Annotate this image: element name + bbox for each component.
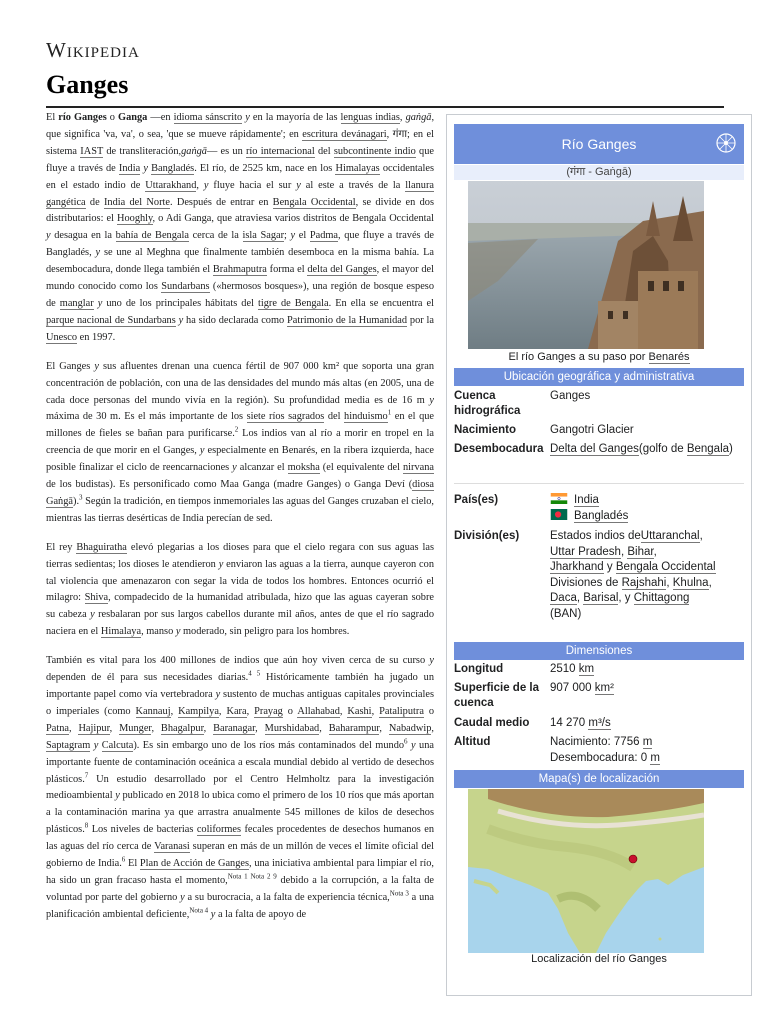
article-link[interactable]: delta del Ganges [307, 264, 377, 276]
title-divider [46, 106, 724, 108]
article-link[interactable]: Allahabad [297, 705, 340, 717]
reference-link[interactable]: Nota 3 [389, 889, 409, 898]
article-link[interactable]: Patna [46, 722, 69, 734]
infobox-title [454, 124, 744, 164]
article-link[interactable]: Kara [226, 705, 247, 717]
article-link[interactable]: Prayag [254, 705, 283, 717]
article-link[interactable]: Bengala Occidental [272, 196, 356, 208]
page-title: Ganges [46, 70, 129, 99]
india-link[interactable]: India [574, 494, 599, 506]
reference-link[interactable]: 4 5 [248, 669, 261, 678]
article-link[interactable]: idioma sánscrito [173, 112, 243, 123]
article-link[interactable]: manglar [59, 297, 94, 309]
article-link[interactable]: India [118, 162, 141, 174]
uttaranchal-link[interactable]: Uttaranchal [640, 530, 700, 542]
benares-link[interactable]: Benarés [648, 351, 690, 363]
article-link[interactable]: nirvana [402, 462, 434, 474]
section-map-header: Mapa(s) de localización [454, 770, 744, 788]
article-link[interactable]: coliformes [196, 824, 242, 836]
article-link[interactable]: Bhaguiratha [76, 541, 127, 553]
article-link[interactable]: India del Norte [103, 196, 170, 208]
reference-link[interactable]: 7 [84, 771, 89, 780]
reference-link[interactable]: 8 [84, 821, 89, 830]
article-link[interactable]: Kannauj [135, 705, 171, 717]
article-link[interactable]: Saptagram [46, 739, 91, 751]
article-link[interactable]: Hooghly [117, 213, 153, 225]
paragraph-3: El rey Bhaguiratha elevó plegarias a los dioses para que el cielo regara con sus aguas las tierras sedientas; los dioses le atendieron y enviaron las aguas a la tierra, aunque cayeron con tal violencia que amenazaron con segar la vida de todos los hombres. Entonces ocurrió el milagro: Shiva, compadecido de la humanidad atribulada, hizo que las aguas cayeran sobre su cabeza y resbalaran por sus largos cabellos durante mil años, antes de que el río sagrado naciera en el Himalaya, manso y moderado, sin peligro para los hombres. [46, 541, 435, 638]
paragraph-2: El Ganges y sus afluentes drenan una cuenca fértil de 907 000 km² que soporta una gran concentración de población, con una de las densidades del mundo más altas (en 2005, una de cada doce personas del mundo vivía en la región). Su profundidad media es de 16 m y máxima de 30 m. Es el más importante de los siete ríos sagrados del hinduismo$^1$ en el que millones de fieles se bañan para purificarse.$^2$ Los indios van al río a morir en tropel en la creencia de que morir en el Ganges, y especialmente en Benarés, en la ribera izquierda, hace posible finalizar el ciclo de reencarnaciones y alcanzar el moksha (el equivalente del nirvana de los budistas). Es personificado como Maa Ganga (madre Ganges) o Ganga Deví (diosa Gaṅgā).$^3$ Según la tradición, en tiempos inmemoriales las aguas del Ganges cruzaban el cielo, mientras las tierras desérticas de India perecían de sed. [46, 360, 435, 524]
article-link[interactable]: Nabadwip [388, 722, 432, 734]
m3s-link[interactable]: m³/s [588, 717, 611, 729]
article-link[interactable]: Padma [309, 230, 339, 242]
bengala-occidental-link[interactable]: Bengala Occidental [615, 561, 716, 573]
jharkhand-link[interactable]: Jharkhand [550, 561, 604, 573]
paragraph-1: El río Ganges o Ganga —en idioma sánscrito y en la mayoría de las lenguas indias, gaṅgā, que significa 'va, va', o sea, 'que se mueve rápidamente'; en escritura devánagari, गंगा; en el sistema IAST de transliteración,gaṅgā— es un río internacional del subcontinente indio que fluye a través de India y Bangladés. El río, de 2525 km, nace en los Himalayas occidentales en el estado indio de Uttarakhand, y fluye hacia el sur y al este a través de la llanura gangética de India del Norte. Después de entrar en Bengala Occidental, se divide en dos distributarios: el Hooghly, o Adi Ganga, que atraviesa varios distritos de Bengala Occidental y desagua en la bahía de Bengala cerca de la isla Sagar; y el Padma, que fluye a través de Bangladés, y se une al Meghna que finalmente también desemboca en la misma bahía. La desembocadura, donde llega también el Brahmaputra forma el delta del Ganges, el mayor del mundo conocido como los Sundarbans («hermosos bosques»), una región de bosque espeso de manglar y uno de los principales hábitats del tigre de Bengala. En ella se encuentra el parque nacional de Sundarbans y ha sido declarada como Patrimonio de la Humanidad por la Unesco en 1997. [46, 112, 435, 343]
article-link[interactable]: río internacional [245, 145, 315, 157]
article-link[interactable]: Bangladés [151, 162, 195, 174]
uttar-pradesh-link[interactable]: Uttar Pradesh [550, 545, 621, 558]
wikipedia-wordmark[interactable]: Wikipedia [46, 38, 140, 62]
barisal-link[interactable]: Barisal [583, 592, 619, 604]
article-link[interactable]: tigre de Bengala [257, 297, 329, 309]
article-link[interactable]: Brahmaputra [212, 264, 267, 276]
reference-link[interactable]: 3 [79, 493, 83, 502]
article-link[interactable]: Munger [119, 722, 152, 734]
reference-link[interactable]: 6 [121, 855, 126, 864]
article-link[interactable]: Shiva [84, 592, 109, 604]
infobox-subtitle: (गंगा - Gaṅgā) [454, 165, 744, 180]
article-link[interactable]: Bhagalpur [160, 722, 204, 734]
chittagong-link[interactable]: Chittagong [633, 592, 690, 604]
photo-caption: El río Ganges a su paso por Benarés [508, 351, 690, 363]
bihar-link[interactable]: Bihar [627, 545, 654, 558]
bengala-link[interactable]: Bengala [686, 443, 730, 455]
article-link[interactable]: Himalaya [100, 626, 142, 638]
article-link[interactable]: Sundarbans [161, 281, 210, 293]
section-dimensions-header: Dimensiones [454, 642, 744, 660]
article-link[interactable]: Baharampur [328, 722, 380, 734]
m-link-1[interactable]: m [642, 736, 653, 748]
article-link[interactable]: isla Sagar [242, 230, 285, 242]
article-link[interactable]: Baranagar [213, 722, 256, 734]
india-flag-icon [550, 493, 568, 504]
infobox-title-text: Río Ganges [561, 136, 637, 152]
article-link[interactable]: IAST [80, 145, 104, 157]
paragraph-4: También es vital para los 400 millones de indios que aún hoy viven cerca de su curso y dependen de él para sus necesidades diarias.$^{4 5}$ Históricamente también ha jugado un importante papel como vía vertebradora y sustento de muchas antiguas capitales provinciales o imperiales (como Kannauj, Kampilya, Kara, Prayag o Allahabad, Kashi, Pataliputra o Patna, Hajipur, Munger, Bhagalpur, Baranagar, Murshidabad, Baharampur, Nabadwip, Saptagram y Calcuta). Es sin embargo uno de los ríos más contaminados del mundo$^6$ y una importante fuente de contaminación oceánica a escala mundial debido al vertido de desechos plásticos.$^7$ Un estudio desarrollado por el Centro Helmholtz para la investigación medioambiental y publicado en 2018 lo ubica como el primero de los 10 ríos que más aportan a la contaminación marina ya que arrastra anualmente 545 millones de kilos de desechos plásticos.$^8$ Los niveles de bacterias coliformes fecales procedentes de desechos humanos en las aguas del río cerca de Varanasi superan en más de un millón de veces el límite oficial del gobierno de India.$^6$ El Plan de Acción de Ganges, una iniciativa ambiental para limpiar el río, ha sido un gran fracaso hasta el momento,$^{Nota 1 Nota 2 9}$ debido a la corrupción, a la falta de voluntad por parte del gobierno y a su burocracia, a la falta de experiencia técnica,$^{Nota 3}$ a una planificación ambiental deficiente,$^{Nota 4}$ y a la falta de apoyo de [46, 655, 435, 920]
reference-link[interactable]: 2 [234, 425, 239, 434]
article-link[interactable]: Patrimonio de la Humanidad [287, 314, 408, 326]
rajshahi-link[interactable]: Rajshahi [621, 576, 667, 589]
map-caption: Localización del río Ganges [531, 953, 667, 965]
article-link[interactable]: Plan de Acción de Ganges [139, 858, 250, 870]
reference-link[interactable]: 6 [404, 737, 408, 746]
article-link[interactable]: Pataliputra [379, 705, 424, 717]
article-link[interactable]: lenguas indias [340, 112, 400, 123]
article-link[interactable]: Kashi [347, 705, 372, 717]
article-link[interactable]: subcontinente indio [333, 145, 416, 157]
reference-link[interactable]: Nota 4 [189, 906, 209, 915]
bangladesh-link[interactable]: Bangladés [574, 509, 629, 522]
article-link[interactable]: hinduismo [344, 411, 388, 423]
article-link[interactable]: diosa Gaṅgā [46, 479, 434, 507]
article-link[interactable]: Himalayas [335, 162, 380, 174]
article-link[interactable]: Unesco [46, 331, 78, 343]
article-link[interactable]: escritura devánagari [302, 128, 387, 140]
reference-link[interactable]: Nota 1 Nota 2 9 [227, 872, 277, 881]
km2-link[interactable]: km² [594, 682, 614, 694]
m-link-2[interactable]: m [650, 751, 660, 764]
article-link[interactable]: Murshidabad [264, 722, 320, 734]
article-link[interactable]: Uttarakhand [145, 179, 197, 191]
article-link[interactable]: parque nacional de Sundarbans [46, 314, 176, 326]
article-link[interactable]: llanura gangética [46, 179, 434, 208]
article-link[interactable]: Hajipur [78, 722, 110, 734]
article-link[interactable]: Calcuta [101, 739, 134, 751]
dharma-wheel-icon [714, 131, 738, 155]
article-body [46, 110, 434, 936]
article-link[interactable]: Kampilya [178, 705, 219, 717]
delta-ganges-link[interactable]: Delta del Ganges [550, 443, 639, 455]
article-link[interactable]: Varanasi [154, 841, 190, 853]
location-map[interactable] [468, 789, 704, 953]
article-link[interactable]: moksha [287, 462, 320, 474]
bangladesh-flag-icon [550, 509, 568, 520]
infobox-separator [454, 483, 744, 484]
article-link[interactable]: siete ríos sagrados [246, 411, 325, 423]
khulna-link[interactable]: Khulna [672, 576, 709, 589]
article-link[interactable]: bahía de Bengala [115, 230, 189, 242]
daca-link[interactable]: Daca [550, 592, 577, 604]
km-link[interactable]: km [578, 663, 595, 675]
section-geo-header: Ubicación geográfica y administrativa [454, 368, 744, 386]
reference-link[interactable]: 1 [387, 408, 392, 417]
ganges-photo[interactable] [468, 181, 704, 349]
infobox: Río Ganges (गंगा - Gaṅgā) El río Ganges a su paso por Benarés Ubicación geográfica y administrativa Cuenca hidrográfica Ganges Nacimiento Gangotri Glacier Desembocadura Delta del Ganges(golfo de Bengala) País(es) India Bangladés División(es) Estados indios deUttaranchal, Uttar Pradesh, Bihar, Jharkhand y Bengala Occidental Divisiones de Rajshahi, Khulna, Daca, Barisal, y Chittagong (BAN) Dimensiones Longitud 2510 km Superficie de la cuenca 907 000 km² Caudal medio 14 270 m³/s Altitud Nacimiento: 7756 m Desembocadura: 0 m Mapa(s) de localización Localización del río Ganges [446, 114, 752, 996]
